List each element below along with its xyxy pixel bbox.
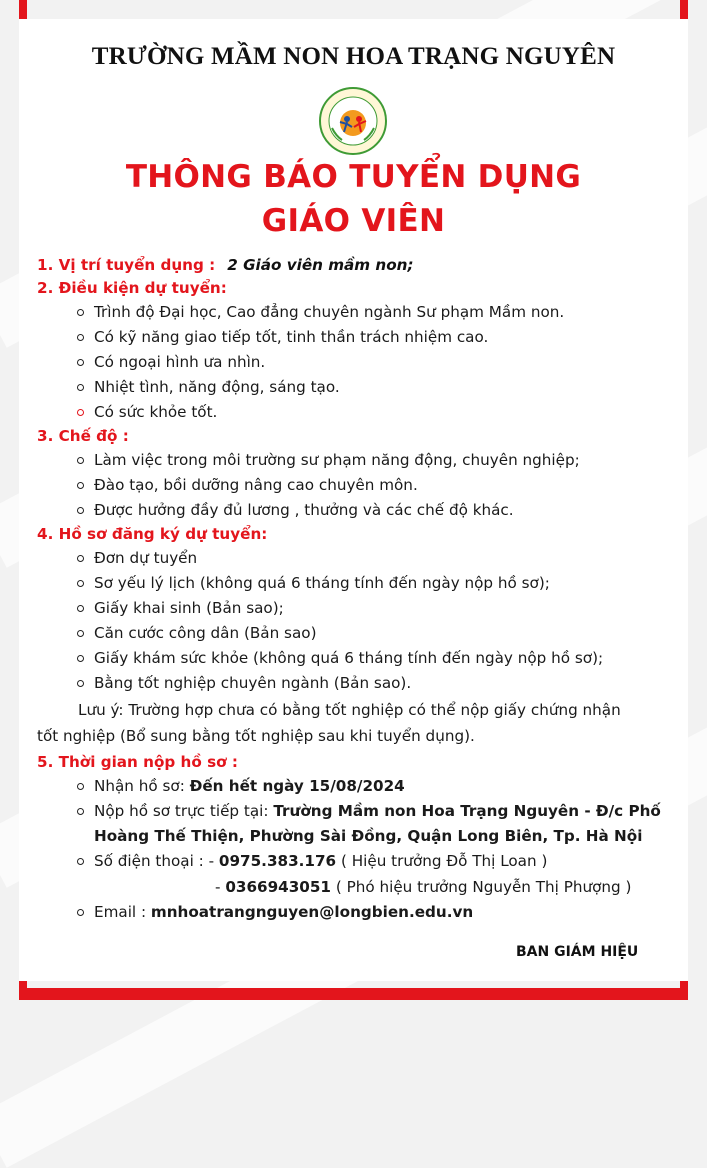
frame-bar-bottom [19, 988, 688, 1000]
contact-list [37, 900, 677, 925]
list-item: Trình độ Đại học, Cao đẳng chuyên ngành Sư phạm Mầm non. [37, 300, 677, 325]
documents-note: Lưu ý: Trường hợp chưa có bằng tốt nghiệp có thể nộp giấy chứng nhận [78, 701, 621, 719]
list-item: Đào tạo, bồi dưỡng nâng cao chuyên môn. [37, 473, 677, 498]
list-item: Bằng tốt nghiệp chuyên ngành (Bản sao). [37, 671, 677, 696]
list-item: Có sức khỏe tốt. [37, 400, 677, 425]
list-item: Sơ yếu lý lịch (không quá 6 tháng tính đến ngày nộp hồ sơ); [37, 571, 677, 596]
list-item: Căn cước công dân (Bản sao) [37, 621, 677, 646]
address-value-continued: Hoàng Thế Thiện, Phường Sài Đồng, Quận Long Biên, Tp. Hà Nội [94, 827, 643, 845]
school-name: TRƯỜNG MẦM NON HOA TRẠNG NGUYÊN [91, 43, 616, 70]
section-position [37, 254, 677, 277]
list-item: Có kỹ năng giao tiếp tốt, tinh thần trách nhiệm cao. [37, 325, 677, 350]
notice-subtitle: GIÁO VIÊN [261, 203, 446, 239]
phone-number-vice-principal: 0366943051 [225, 878, 331, 896]
list-item: Làm việc trong môi trường sư phạm năng động, chuyên nghiệp; [37, 448, 677, 473]
list-item: Đơn dự tuyển [37, 546, 677, 571]
section-submission-heading: 5. Thời gian nộp hồ sơ : [37, 753, 238, 771]
section-position-label: 1. Vị trí tuyển dụng : [37, 256, 216, 274]
deadline-value: Đến hết ngày 15/08/2024 [189, 777, 405, 795]
email-item [37, 900, 677, 925]
deadline-label: Nhận hồ sơ: [94, 777, 190, 795]
address-value: Trường Mầm non Hoa Trạng Nguyên - Đ/c Phố [273, 802, 661, 820]
phone-item [37, 849, 677, 874]
benefits-list [37, 448, 677, 523]
phone-item-secondary [37, 874, 677, 900]
school-logo [318, 86, 388, 156]
email-label: Email : [94, 903, 151, 921]
phone-label: Số điện thoại : - [94, 852, 219, 870]
phone2-dash: - [215, 878, 226, 896]
phone-principal-note: ( Hiệu trưởng Đỗ Thị Loan ) [336, 852, 548, 870]
deadline-item [37, 774, 677, 799]
list-item: Nhiệt tình, năng động, sáng tạo. [37, 375, 677, 400]
email-address: mnhoatrangnguyen@longbien.edu.vn [150, 903, 474, 921]
notice-title: THÔNG BÁO TUYỂN DỤNG [125, 159, 582, 195]
list-item: Giấy khai sinh (Bản sao); [37, 596, 677, 621]
phone-number-principal: 0975.383.176 [218, 852, 337, 870]
address-label: Nộp hồ sơ trực tiếp tại: [94, 802, 274, 820]
section-position-value: 2 Giáo viên mầm non; [227, 256, 414, 274]
submission-list [37, 774, 677, 874]
signature: BAN GIÁM HIỆU [516, 944, 639, 960]
list-item: Có ngoại hình ưa nhìn. [37, 350, 677, 375]
documents-note-continued: tốt nghiệp (Bổ sung bằng tốt nghiệp sau khi tuyển dụng). [37, 727, 475, 745]
section-benefits-heading: 3. Chế độ : [37, 427, 129, 445]
section-documents-heading: 4. Hồ sơ đăng ký dự tuyển: [37, 525, 268, 543]
list-item: Được hưởng đầy đủ lương , thưởng và các chế độ khác. [37, 498, 677, 523]
notice-body [37, 254, 677, 925]
requirements-list [37, 300, 677, 425]
list-item: Giấy khám sức khỏe (không quá 6 tháng tính đến ngày nộp hồ sơ); [37, 646, 677, 671]
section-requirements-heading: 2. Điều kiện dự tuyển: [37, 279, 227, 297]
address-item [37, 799, 677, 849]
phone-vice-principal-note: ( Phó hiệu trưởng Nguyễn Thị Phượng ) [331, 878, 632, 896]
documents-list [37, 546, 677, 696]
